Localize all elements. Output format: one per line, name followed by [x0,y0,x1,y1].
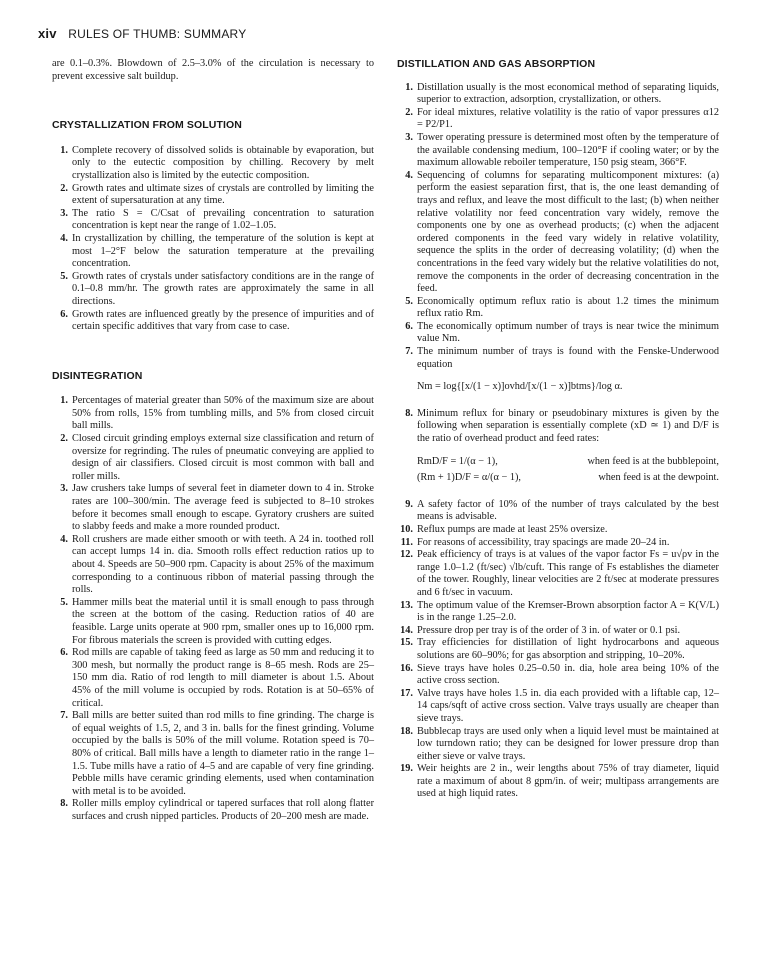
list-item [397,132,719,170]
list-item [397,296,719,321]
list-item [397,600,719,625]
item-number: 8. [60,798,68,810]
item-text: The economically optimum number of trays is near twice the minimum value Nm. [417,320,719,345]
list-item [397,726,719,764]
item-number: 10. [400,524,413,535]
reflux-equation-row [417,472,719,485]
item-text: Bubblecap trays are used only when a liquid level must be maintained at low turndown ratio; they can be designed for lower pressure drop than either sieve or valve trays. [417,725,719,762]
item-text: Growth rates of crystals under satisfactory conditions are in the range of 0.1–0.8 mm/hr. The growth rates are approximately the same in all directions. [72,270,374,307]
list-item [397,625,719,638]
list-item [52,395,374,433]
list-item [397,763,719,801]
intro-paragraph: are 0.1–0.3%. Blowdown of 2.5–3.0% of the circulation is necessary to prevent excessive salt buildup. [52,58,374,82]
item-text: Jaw crushers take lumps of several feet in diameter down to 4 in. Stroke rates are 100–300/min. The average feed is subjected to 8–10 strokes before it becomes small enough to escape. Gyratory crushers are suited to slabby feeds and make a more rounded product. [72,483,374,533]
list-item [397,524,719,537]
item-number: 5. [60,596,68,608]
item-number: 1. [405,81,413,93]
item-text: For reasons of accessibility, tray spacings are made 20–24 in. [417,536,670,548]
list-item [397,537,719,550]
list-item [397,549,719,599]
item-number: 2. [60,433,68,445]
item-number: 17. [400,687,413,699]
list-item [397,663,719,688]
list-item [52,597,374,647]
item-text: A safety factor of 10% of the number of trays calculated by the best means is advisable. [417,498,719,523]
item-number: 5. [405,295,413,307]
item-number: 15. [400,637,413,649]
item-number: 6. [405,320,413,332]
item-number: 5. [60,270,68,282]
item-text: Tower operating pressure is determined most often by the temperature of the available condensing medium, 100–120°F if cooling water; or by the maximum allowable reboiler temperature, 150 psig steam, 366°F. [417,131,719,169]
fenske-equation: Nm = log{[x/(1 − x)]ovhd/[x/(1 − x)]btms}/log α. [417,381,623,393]
item-text: Valve trays have holes 1.5 in. dia each provided with a liftable cap, 12–14 caps/sqft of active cross section. Valve trays usually are cheaper than sieve trays. [417,687,719,724]
item-text: Growth rates are influenced greatly by the presence of impurities and of certain specific additives that vary from case to case. [72,308,374,333]
item-number: 18. [400,725,413,737]
item-text: Peak efficiency of trays is at values of the vapor factor Fs = u√ρv in the range 1.0–1.2 (ft/sec) √lb/cuft. This range of Fs establishes the diameter of the tower. Roughly, linear velocities are 2 ft/sec at moderate pressures and 6 ft/sec in vacuum. [417,549,719,598]
left-column [52,58,374,823]
item-number: 1. [60,144,68,156]
item-number: 16. [400,662,413,674]
section-title-distillation: DISTILLATION AND GAS ABSORPTION [397,58,596,70]
list-item [52,483,374,533]
item-text: Rod mills are capable of taking feed as large as 50 mm and reducing it to 300 mesh, but normally the product range is 8–65 mesh. Rods are 25–150 mm dia. Ratio of rod length to mill diameter is about 1.5. About 45% of the mill volume is occupied by rods. Rotation is at 50–65% of critical. [72,647,374,709]
crystallization-list [52,145,374,334]
equation-condition: when feed is at the dewpoint. [598,472,719,484]
equation: (Rm + 1)D/F = α/(α − 1), [417,472,522,484]
list-item [397,346,719,371]
list-item [397,408,719,446]
section-title-crystallization: CRYSTALLIZATION FROM SOLUTION [52,119,242,132]
item-text: For ideal mixtures, relative volatility is the ratio of vapor pressures α12 = P2/P1. [417,106,719,131]
list-item [52,798,374,823]
right-column [397,58,719,801]
item-text: Distillation usually is the most economical method of separating liquids, superior to extraction, adsorption, crystallization, or others. [417,81,719,106]
item-text: Hammer mills beat the material until it is small enough to pass through the screen at the bottom of the casing. Reduction ratios of 40 are feasible. Large units operate at 900 rpm, smaller ones up to 16,000 rpm. For fibrous materials the screen is provided with cutting edges. [72,596,374,646]
item-number: 2. [405,106,413,118]
item-text: In crystallization by chilling, the temperature of the solution is kept at most 1–2°F below the saturation temperature at the prevailing concentration. [72,232,374,270]
list-item [52,271,374,309]
item-text: The minimum number of trays is found with the Fenske-Underwood equation [417,346,719,370]
item-number: 6. [60,308,68,320]
item-text: Weir heights are 2 in., weir lengths about 75% of tray diameter, liquid rate a maximum of about 8 gpm/in. of weir; multipass arrangements are used at high liquid rates. [417,763,719,800]
item-number: 8. [405,407,413,419]
item-text: The ratio S = C/Csat of prevailing concentration to saturation concentration is kept near the range of 1.02–1.05. [72,207,374,232]
list-item [397,688,719,726]
item-text: Growth rates and ultimate sizes of crystals are controlled by limiting the extent of supersaturation at any time. [72,182,374,207]
distillation-list-a [397,82,719,372]
item-text: The optimum value of the Kremser-Brown absorption factor A = K(V/L) is in the range 1.25–2.0. [417,599,719,624]
item-text: Percentages of material greater than 50% of the maximum size are about 50% from rolls, 15% from tumbling mills, and 5% from closed circuit ball mills. [72,395,374,432]
item-text: Reflux pumps are made at least 25% oversize. [417,524,608,535]
reflux-equations [397,456,719,485]
item-text: Economically optimum reflux ratio is about 1.2 times the minimum reflux ratio Rm. [417,295,719,320]
list-item [397,170,719,296]
list-item [397,499,719,524]
list-item [52,309,374,334]
list-item [52,208,374,233]
item-number: 7. [60,710,68,722]
item-text: Pressure drop per tray is of the order of 3 in. of water or 0.1 psi. [417,624,681,636]
running-head [38,26,246,41]
list-item [397,321,719,346]
list-item [52,145,374,183]
equation-condition: when feed is at the bubblepoint, [587,455,719,467]
item-number: 4. [60,232,68,244]
distillation-item-8 [397,408,719,446]
item-number: 6. [60,647,68,659]
item-text: Sieve trays have holes 0.25–0.50 in. dia, hole area being 10% of the active cross section. [417,662,719,687]
item-text: Roll crushers are made either smooth or with teeth. A 24 in. toothed roll can accept lumps 14 in. dia. Smooth rolls effect reduction ratios up to about 4. Speeds are 50–900 rpm. Capacity is about 25% of the maximum corresponding to a continuous ribbon of material passing through the rolls. [72,533,374,596]
item-text: Complete recovery of dissolved solids is obtainable by evaporation, but only to the eutectic composition by chilling. Recovery by melt crystallization also is limited by the eutectic composition. [72,144,374,181]
list-item [52,183,374,208]
running-title: RULES OF THUMB: SUMMARY [68,27,247,41]
page-number: xiv [38,26,57,41]
item-text: Sequencing of columns for separating multicomponent mixtures: (a) perform the easiest separation first, that is, the one least demanding of trays and reflux, and leave the most difficult to the last; (b) when neither relative volatility nor feed concentration vary widely, remove the components one by one as overhead products; (c) when the adjacent ordered components in the feed vary widely in relative volatility, sequence the splits in the order of decreasing volatility; (d) when the concentrations in the feed vary widely but the relative volatilities do not, remove the components in the order of decreasing concentration in the feed. [417,169,719,295]
item-text: Minimum reflux for binary or pseudobinary mixtures is given by the following when separation is essentially complete (xD ≃ 1) and D/F is the ratio of overhead product and feed rates: [417,407,719,445]
item-text: Ball mills are better suited than rod mills to fine grinding. The charge is of equal weights of 1.5, 2, and 3 in. balls for the finest grinding. Volume occupied by the balls is 50% of the mill volume. Rotation speed is 70–80% of critical. Ball mills have a length to diameter ratio in the range 1–1.5. Tube mills have a ratio of 4–5 and are capable of very fine grinding. Pebble mills have ceramic grinding elements, used when contamination with metal is to be avoided. [72,710,374,797]
distillation-list-b [397,499,719,801]
item-number: 4. [60,533,68,545]
item-number: 12. [400,549,413,561]
list-item [397,107,719,132]
list-item [52,647,374,710]
item-number: 19. [400,763,413,775]
item-number: 13. [400,599,413,611]
item-text: Closed circuit grinding employs external size classification and return of oversize for regrinding. The rules of pneumatic conveying are applied to design of air classifiers. Closed circuit is most common with ball and roller mills. [72,433,374,482]
list-item [52,534,374,597]
list-item [397,82,719,107]
item-number: 2. [60,182,68,194]
item-number: 3. [405,131,413,143]
item-text: Roller mills employ cylindrical or tapered surfaces that roll along flatter surfaces and crush nipped particles. Products of 20–200 mesh are made. [72,798,374,822]
item-number: 14. [400,624,413,636]
item-text: Tray efficiencies for distillation of light hydrocarbons and aqueous solutions are 60–90%; for gas absorption and stripping, 10–20%. [417,637,719,661]
item-number: 3. [60,483,68,495]
item-number: 1. [60,395,68,407]
list-item [52,433,374,483]
item-number: 9. [405,498,413,510]
reflux-equation-row [417,456,719,469]
section-title-disintegration: DISINTEGRATION [52,369,143,382]
list-item [397,637,719,662]
list-item [52,233,374,271]
item-number: 11. [400,536,413,548]
item-number: 3. [60,207,68,219]
item-number: 7. [405,346,413,358]
item-number: 4. [405,169,413,181]
equation: RmD/F = 1/(α − 1), [417,455,498,467]
list-item [52,710,374,798]
disintegration-list [52,395,374,823]
